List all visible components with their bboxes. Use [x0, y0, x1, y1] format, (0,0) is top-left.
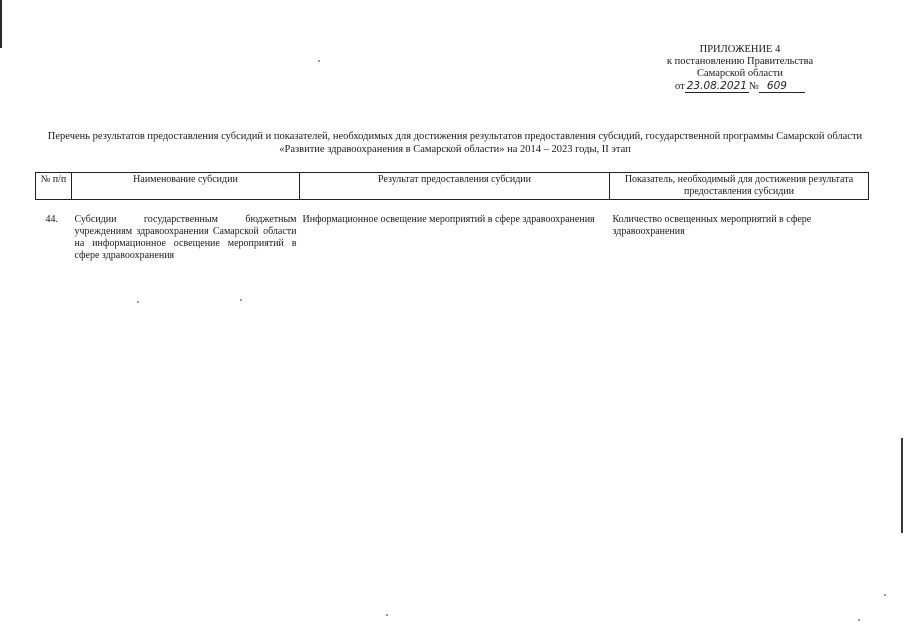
scan-speck [240, 299, 242, 301]
number-prefix: № [748, 81, 759, 92]
handwritten-date: 23.08.2021 [686, 80, 747, 92]
scan-speck [137, 301, 139, 303]
appendix-title: ПРИЛОЖЕНИЕ 4 [699, 44, 781, 55]
header-num: № п/п [36, 173, 72, 200]
subsidy-table [35, 172, 869, 262]
row-indicator: Количество освещенных мероприятий в сфере здравоохранения [612, 214, 812, 237]
handwritten-number: 609 [759, 80, 805, 93]
appendix-date-line [640, 80, 840, 93]
scan-speck [858, 619, 860, 621]
row-result: Информационное освещение мероприятий в сфере здравоохранения [302, 214, 595, 225]
row-subsidy-name: Субсидии государственным бюджетным учреждениям здравоохранения Самарской области на информационное освещение мероприятий в сфере здравоохранения [74, 214, 297, 261]
table-row [36, 200, 869, 263]
scan-edge-right [901, 438, 903, 533]
scan-speck [884, 594, 886, 596]
document-title: Перечень результатов предоставления субсидий и показателей, необходимых для достижения результатов предоставления субсидий, государственной программы Самарской области «Развитие здравоохранения в Самарской области» на 2014 – 2023 годы, II этап [47, 131, 863, 155]
scan-speck [386, 614, 388, 616]
appendix-line-region: Самарской области [697, 68, 783, 79]
header-result: Результат предоставления субсидии [300, 173, 610, 200]
header-name: Наименование субсидии [72, 173, 300, 200]
scan-edge-left [0, 0, 2, 48]
appendix-line-resolution: к постановлению Правительства [666, 56, 814, 67]
date-prefix: от [675, 81, 685, 92]
header-indicator: Показатель, необходимый для достижения результата предоставления субсидии [610, 173, 869, 200]
scan-speck [318, 60, 320, 62]
row-num: 44. [45, 214, 58, 225]
table-header-row [36, 173, 869, 200]
appendix-block [640, 44, 840, 93]
